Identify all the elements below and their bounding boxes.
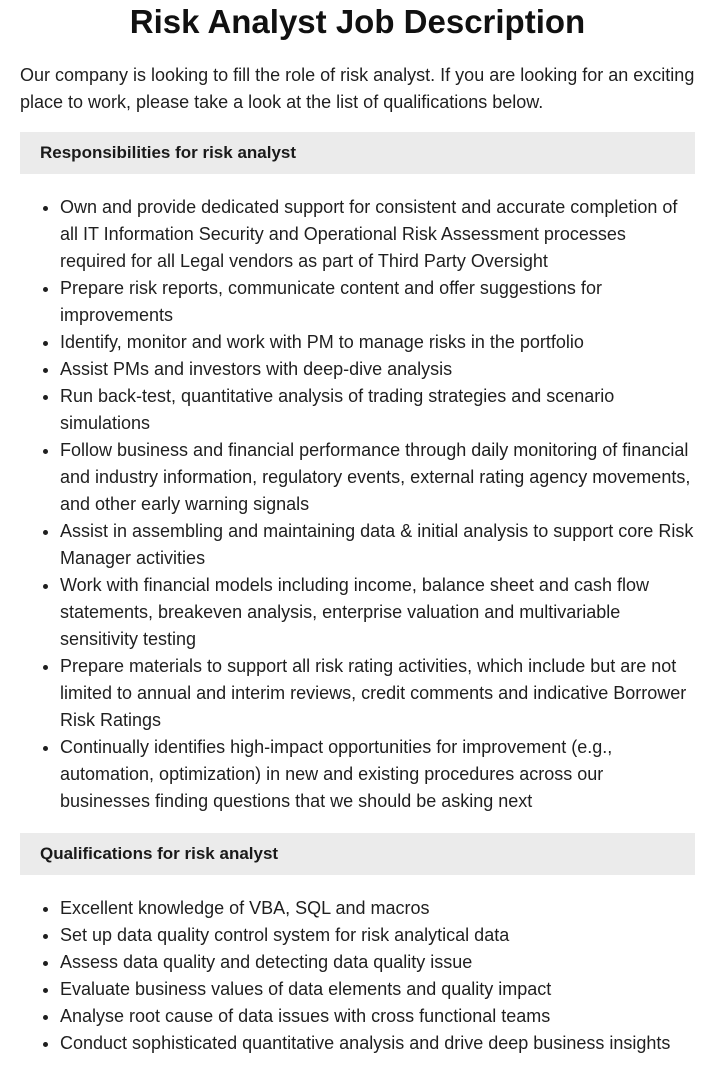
- page-title: Risk Analyst Job Description: [129, 3, 586, 40]
- list-item: Evaluate business values of data elements and quality impact: [60, 976, 695, 1003]
- list-item: Conduct sophisticated quantitative analysis and drive deep business insights: [60, 1030, 695, 1057]
- list-item: Set up data quality control system for risk analytical data: [60, 922, 695, 949]
- list-item: Assist in assembling and maintaining data & initial analysis to support core Risk Manager activities: [60, 518, 695, 572]
- responsibilities-heading: Responsibilities for risk analyst: [20, 132, 695, 174]
- list-item: Assess data quality and detecting data quality issue: [60, 949, 695, 976]
- list-item: Follow business and financial performance through daily monitoring of financial and industry information, regulatory events, external rating agency movements, and other early warning signals: [60, 437, 695, 518]
- list-item: Prepare materials to support all risk rating activities, which include but are not limited to annual and interim reviews, credit comments and indicative Borrower Risk Ratings: [60, 653, 695, 734]
- list-item: Identify, monitor and work with PM to manage risks in the portfolio: [60, 329, 695, 356]
- list-item: Excellent knowledge of VBA, SQL and macros: [60, 895, 695, 922]
- qualifications-heading: Qualifications for risk analyst: [20, 833, 695, 875]
- list-item: Work with financial models including income, balance sheet and cash flow statements, breakeven analysis, enterprise valuation and multivariable sensitivity testing: [60, 572, 695, 653]
- list-item: Run back-test, quantitative analysis of trading strategies and scenario simulations: [60, 383, 695, 437]
- list-item: Assist PMs and investors with deep-dive analysis: [60, 356, 695, 383]
- responsibilities-list: [20, 194, 695, 815]
- list-item: Own and provide dedicated support for consistent and accurate completion of all IT Information Security and Operational Risk Assessment processes required for all Legal vendors as part of Third Party Oversight: [60, 194, 695, 275]
- list-item: Prepare risk reports, communicate content and offer suggestions for improvements: [60, 275, 695, 329]
- intro-paragraph: Our company is looking to fill the role of risk analyst. If you are looking for an exciting place to work, please take a look at the list of qualifications below.: [20, 65, 695, 112]
- qualifications-list: [20, 895, 695, 1057]
- list-item: Continually identifies high-impact opportunities for improvement (e.g., automation, optimization) in new and existing procedures across our businesses finding questions that we should be asking next: [60, 734, 695, 815]
- list-item: Analyse root cause of data issues with cross functional teams: [60, 1003, 695, 1030]
